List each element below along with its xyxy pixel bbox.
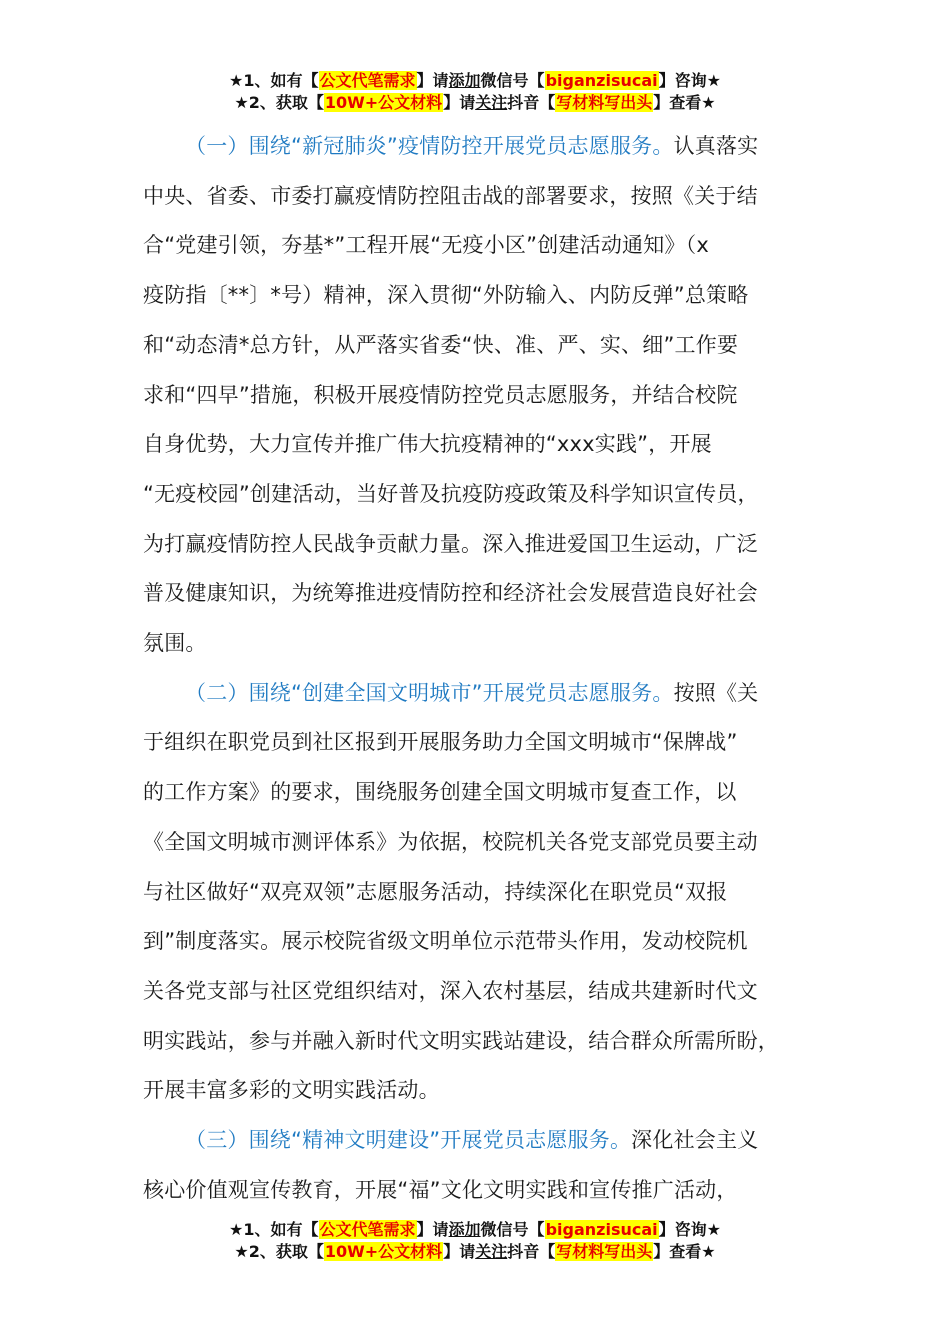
text-line: 氛围。 [143,631,207,656]
banner-text: 微信号【 [480,71,545,90]
banner-underline: 添加 [448,1220,481,1239]
banner-highlight: 10W+公文材料 [324,1242,443,1261]
text-line: 《全国文明城市测评体系》为依据，校院机关各党支部党员要主动 [143,829,758,854]
banner-highlight: 10W+公文材料 [324,93,443,112]
text-line: 合“党建引领，夯基*”工程开展“无疫小区”创建活动通知》（x [143,233,709,258]
paragraph-1 [143,122,808,669]
text-line: 开展丰富多彩的文明实践活动。 [143,1078,440,1103]
banner-text: ★1、如有【 [229,1220,319,1239]
header-banner [0,70,950,114]
paragraph-3 [143,1116,808,1215]
banner-text: 】咨询★ [658,71,721,90]
paragraph-first-line [143,1116,808,1166]
text-line: 和“动态清*总方针，从严落实省委“快、准、严、实、细”工作要 [143,332,739,357]
text-line: 中央、省委、市委打赢疫情防控阻击战的部署要求，按照《关于结 [143,183,758,208]
section-heading: （一）围绕“新冠肺炎”疫情防控开展党员志愿服务。 [185,134,674,158]
banner-line-2 [0,92,950,114]
banner-text: ★1、如有【 [229,71,319,90]
banner-text: 抖音【 [507,93,556,112]
text-line: 与社区做好“双亮双领”志愿服务活动，持续深化在职党员“双报 [143,879,728,904]
paragraph-2 [143,669,808,1116]
section-heading: （三）围绕“精神文明建设”开展党员志愿服务。 [185,1128,632,1153]
paragraph-first-line [143,122,808,172]
document-body [143,122,808,1215]
banner-text: 抖音【 [507,1242,556,1261]
text-line: 疫防指〔**〕*号）精神，深入贯彻“外防输入、内防反弹”总策略 [143,283,749,308]
banner-highlight: biganzisucai [545,71,658,90]
banner-highlight: 公文代笔需求 [319,1220,416,1239]
body-text: 深化社会主义 [631,1128,759,1153]
banner-text: 】咨询★ [658,1220,721,1239]
banner-text: 】查看★ [653,93,716,112]
text-line: 明实践站，参与并融入新时代文明实践站建设，结合群众所需所盼， [143,1028,779,1053]
banner-text: 】请 [443,1242,476,1261]
banner-text: 】请 [416,71,449,90]
section-heading: （二）围绕“创建全国文明城市”开展党员志愿服务。 [185,680,674,705]
banner-text: 】请 [416,1220,449,1239]
paragraph-first-line [143,669,808,719]
banner-text: 微信号【 [480,1220,545,1239]
banner-line-1 [0,70,950,92]
banner-text: 】请 [443,93,476,112]
banner-line-1 [0,1219,950,1241]
banner-text: ★2、获取【 [234,93,324,112]
banner-underline: 添加 [448,71,481,90]
text-line: 关各党支部与社区党组织结对，深入农村基层，结成共建新时代文 [143,978,758,1003]
text-line: 求和“四早”措施，积极开展疫情防控党员志愿服务，并结合校院 [143,382,738,407]
text-line: 为打赢疫情防控人民战争贡献力量。深入推进爱国卫生运动，广泛 [143,531,758,556]
banner-highlight: 公文代笔需求 [319,71,416,90]
banner-line-2 [0,1241,950,1263]
body-text: 按照《关 [673,680,759,705]
text-line: 自身优势，大力宣传并推广伟大抗疫精神的“xxx实践”，开展 [143,432,712,457]
banner-text: ★2、获取【 [234,1242,324,1261]
text-line: 于组织在职党员到社区报到开展服务助力全国文明城市“保牌战” [143,730,738,755]
text-line: “无疫校园”创建活动，当好普及抗疫防疫政策及科学知识宣传员， [143,481,759,506]
body-text: 认真落实 [673,134,759,158]
banner-text: 】查看★ [653,1242,716,1261]
text-line: 到”制度落实。展示校院省级文明单位示范带头作用，发动校院机 [143,929,748,954]
banner-underline: 关注 [475,1242,508,1261]
banner-highlight: 写材料写出头 [556,93,653,112]
text-line: 普及健康知识，为统筹推进疫情防控和经济社会发展营造良好社会 [143,581,758,606]
banner-highlight: 写材料写出头 [556,1242,653,1261]
footer-banner [0,1219,950,1263]
text-line: 核心价值观宣传教育，开展“福”文化文明实践和宣传推广活动， [143,1177,738,1202]
banner-highlight: biganzisucai [545,1220,658,1239]
banner-underline: 关注 [475,93,508,112]
text-line: 的工作方案》的要求，围绕服务创建全国文明城市复查工作，以 [143,780,737,805]
